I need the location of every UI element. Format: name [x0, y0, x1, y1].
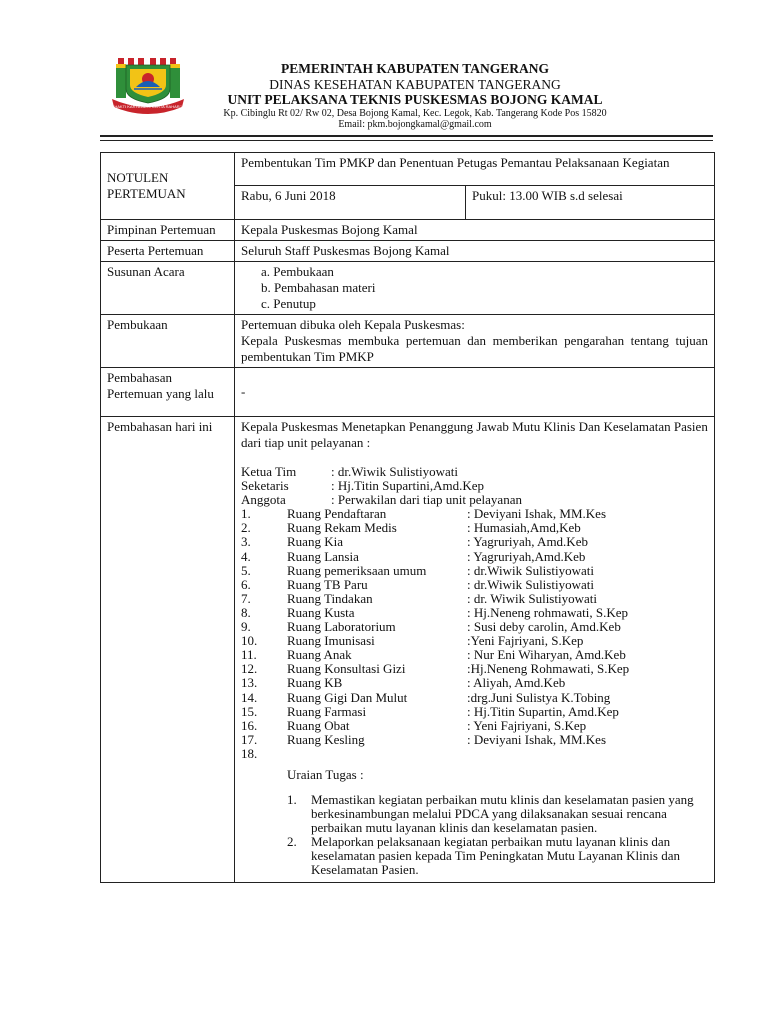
list-item	[241, 578, 708, 592]
value-cell	[235, 417, 715, 883]
letterhead-email: Email: pkm.bojongkamal@gmail.com	[338, 119, 492, 131]
label-cell	[101, 262, 235, 315]
pic-room	[287, 747, 467, 761]
hariini-label: Pembahasan hari ini	[107, 419, 213, 434]
list-item	[241, 733, 708, 747]
list-item	[241, 747, 708, 761]
crest-motto: BHAKTI KARYA ADHI KERTA RAHARJA	[111, 104, 185, 109]
value-cell	[235, 262, 715, 315]
pic-number: 14.	[241, 689, 258, 705]
pic-room: Ruang Kia	[287, 534, 343, 550]
pic-room: Ruang Tindakan	[287, 590, 373, 606]
letterhead-line-3: UNIT PELAKSANA TEKNIS PUSKESMAS BOJONG KAMAL	[227, 92, 603, 108]
task-text: Memastikan kegiatan perbaikan mutu klinis dan keselamatan pasien yang berkesinambungan melalui PDCA yang dilaksanakan sesuai rencana perbaikan mutu layanan klinis dan keselamatan pasien.	[311, 791, 694, 836]
pic-room: Ruang pemeriksaan umum	[287, 562, 427, 578]
list-item	[241, 691, 708, 705]
pic-person: : Humasiah,Amd,Keb	[467, 520, 581, 536]
pic-person: : Yeni Fajriyani, S.Kep	[467, 717, 587, 733]
title-value: Pembentukan Tim PMKP dan Penentuan Petugas Pemantau Pelaksanaan Kegiatan	[241, 155, 670, 170]
pic-room: Ruang Kusta	[287, 604, 355, 620]
letterhead-rule-thick	[100, 135, 713, 137]
pic-person: : dr.Wiwik Sulistiyowati	[467, 576, 594, 592]
title-label-cell	[101, 153, 235, 220]
label-cell	[101, 368, 235, 417]
letterhead-line-2: DINAS KESEHATAN KABUPATEN TANGERANG	[269, 76, 561, 92]
table-row	[101, 153, 715, 186]
list-item	[241, 634, 708, 648]
lalu-label: Pembahasan Pertemuan yang lalu	[107, 370, 214, 401]
pembukaan-line-2: Kepala Puskesmas membuka pertemuan dan memberikan pengarahan tentang tujuan pembentukan Tim PMKP	[241, 333, 708, 364]
pic-number: 6.	[241, 576, 251, 592]
list-item	[241, 507, 708, 521]
acara-label: Susunan Acara	[107, 264, 185, 279]
pic-room: Ruang Farmasi	[287, 703, 367, 719]
letterhead-rule-thin	[100, 140, 713, 141]
time-cell	[466, 186, 715, 220]
anggota-value: : Perwakilan dari tiap unit pelayanan	[331, 492, 522, 508]
pic-room: Ruang Rekam Medis	[287, 520, 397, 536]
pic-number: 15.	[241, 703, 258, 719]
hariini-intro: Kepala Puskesmas Menetapkan Penanggung Jawab Mutu Klinis Dan Keselamatan Pasien dari tiap unit pelayanan :	[241, 419, 708, 450]
agenda-list	[241, 264, 708, 312]
pic-number: 3.	[241, 534, 251, 550]
list-item	[241, 648, 708, 662]
pic-person: : Susi deby carolin, Amd.Keb	[467, 619, 621, 635]
pic-person: : dr. Wiwik Sulistiyowati	[467, 590, 597, 606]
list-item	[241, 606, 708, 620]
table-row	[101, 262, 715, 315]
pic-number: 7.	[241, 590, 251, 606]
meeting-time: Pukul: 13.00 WIB s.d selesai	[472, 188, 623, 203]
table-row	[101, 220, 715, 241]
task-number: 2.	[287, 834, 297, 850]
uraian-label: Uraian Tugas :	[287, 766, 364, 782]
task-list	[287, 793, 708, 878]
table-row	[101, 241, 715, 262]
value-cell	[235, 315, 715, 368]
date-cell	[235, 186, 466, 220]
label-cell	[101, 241, 235, 262]
pic-person: : Hj.Titin Supartin, Amd.Kep	[467, 703, 619, 719]
pic-room: Ruang Lansia	[287, 548, 359, 564]
pic-person: : Yagruriyah, Amd.Keb	[467, 534, 588, 550]
pic-room: Ruang Pendaftaran	[287, 506, 387, 522]
minutes-table	[100, 152, 715, 883]
letterhead-address: Kp. Cibinglu Rt 02/ Rw 02, Desa Bojong Kamal, Kec. Legok, Kab. Tangerang Kode Pos 15820	[223, 107, 607, 119]
table-row	[101, 315, 715, 368]
letterhead-line-1: PEMERINTAH KABUPATEN TANGERANG	[280, 61, 550, 76]
value-cell	[235, 241, 715, 262]
peserta-label: Peserta Pertemuan	[107, 243, 204, 258]
list-item	[287, 793, 708, 835]
sekretaris-value: : Hj.Titin Supartini,Amd.Kep	[331, 478, 485, 494]
pic-person: :Hj.Neneng Rohmawati, S.Kep	[467, 661, 630, 677]
pic-person: : Yagruriyah,Amd.Keb	[467, 548, 586, 564]
tangerang-regency-crest-icon	[110, 55, 186, 117]
list-item	[241, 564, 708, 578]
meeting-date: Rabu, 6 Juni 2018	[241, 188, 336, 203]
title-value-cell	[235, 153, 715, 186]
lalu-value: -	[241, 384, 246, 399]
list-item	[241, 662, 708, 676]
pembukaan-line-1: Pertemuan dibuka oleh Kepala Puskesmas:	[241, 317, 465, 332]
task-text: Melaporkan pelaksanaan kegiatan perbaikan mutu layanan klinis dan keselamatan pasien kepada Tim Peningkatan Mutu Layanan Klinis dan Keselamatan Pasien.	[311, 834, 680, 878]
table-row	[101, 417, 715, 883]
pic-number: 4.	[241, 548, 251, 564]
pic-list	[241, 507, 708, 761]
value-cell	[235, 220, 715, 241]
pic-person: :Yeni Fajriyani, S.Kep	[467, 633, 584, 649]
pic-number: 11.	[241, 647, 257, 663]
pic-person: : Aliyah, Amd.Keb	[467, 675, 566, 691]
label-cell	[101, 417, 235, 883]
value-cell	[235, 368, 715, 417]
list-item	[241, 550, 708, 564]
pic-number: 18.	[241, 745, 258, 761]
peserta-value: Seluruh Staff Puskesmas Bojong Kamal	[241, 243, 450, 258]
list-item	[287, 835, 708, 877]
pic-person: :drg.Juni Sulistya K.Tobing	[467, 689, 611, 705]
pic-person: : Deviyani Ishak, MM.Kes	[467, 506, 607, 522]
pic-person: : Deviyani Ishak, MM.Kes	[467, 731, 607, 747]
list-item: a. Pembukaan	[261, 264, 334, 279]
pimpinan-label: Pimpinan Pertemuan	[107, 222, 216, 237]
title-label: NOTULEN PERTEMUAN	[107, 170, 186, 201]
ketua-value: : dr.Wiwik Sulistiyowati	[331, 464, 458, 479]
pic-number: 8.	[241, 604, 251, 620]
pic-number: 17.	[241, 731, 258, 747]
list-item	[241, 592, 708, 606]
pic-person: : dr.Wiwik Sulistiyowati	[467, 562, 594, 578]
list-item	[241, 521, 708, 535]
pic-number: 2.	[241, 520, 251, 536]
pic-person: : Hj.Neneng rohmawati, S.Kep	[467, 604, 629, 620]
task-number: 1.	[287, 791, 297, 807]
list-item: c. Penutup	[261, 296, 316, 311]
pic-person: : Nur Eni Wiharyan, Amd.Keb	[467, 647, 626, 663]
letterhead	[190, 61, 640, 131]
pic-number: 13.	[241, 675, 258, 691]
table-row	[101, 368, 715, 417]
pic-room: Ruang Laboratorium	[287, 619, 396, 635]
pic-number: 16.	[241, 717, 258, 733]
pimpinan-value: Kepala Puskesmas Bojong Kamal	[241, 222, 418, 237]
label-cell	[101, 315, 235, 368]
pic-room: Ruang Kesling	[287, 731, 365, 747]
list-item: b. Pembahasan materi	[261, 280, 376, 295]
pic-room: Ruang Gigi Dan Mulut	[287, 689, 408, 705]
pic-number: 9.	[241, 619, 251, 635]
label-cell	[101, 220, 235, 241]
pic-room: Ruang TB Paru	[287, 576, 368, 592]
list-item	[241, 620, 708, 634]
pic-number: 1.	[241, 506, 251, 522]
pic-number: 12.	[241, 661, 258, 677]
pembukaan-label: Pembukaan	[107, 317, 168, 332]
anggota-key: Anggota	[241, 492, 286, 508]
list-item	[241, 719, 708, 733]
pic-room: Ruang KB	[287, 675, 343, 691]
sekretaris-row	[241, 479, 708, 493]
sekretaris-key: Seketaris	[241, 478, 289, 494]
pic-person	[467, 747, 708, 761]
anggota-row	[241, 493, 708, 507]
list-item	[241, 535, 708, 549]
pic-room: Ruang Konsultasi Gizi	[287, 661, 406, 677]
list-item	[241, 705, 708, 719]
pic-room: Ruang Obat	[287, 717, 350, 733]
pic-number: 10.	[241, 633, 258, 649]
ketua-key: Ketua Tim	[241, 464, 297, 479]
list-item	[241, 676, 708, 690]
pic-room: Ruang Imunisasi	[287, 633, 375, 649]
pic-number: 5.	[241, 562, 251, 578]
ketua-row	[241, 465, 708, 479]
pic-room: Ruang Anak	[287, 647, 352, 663]
